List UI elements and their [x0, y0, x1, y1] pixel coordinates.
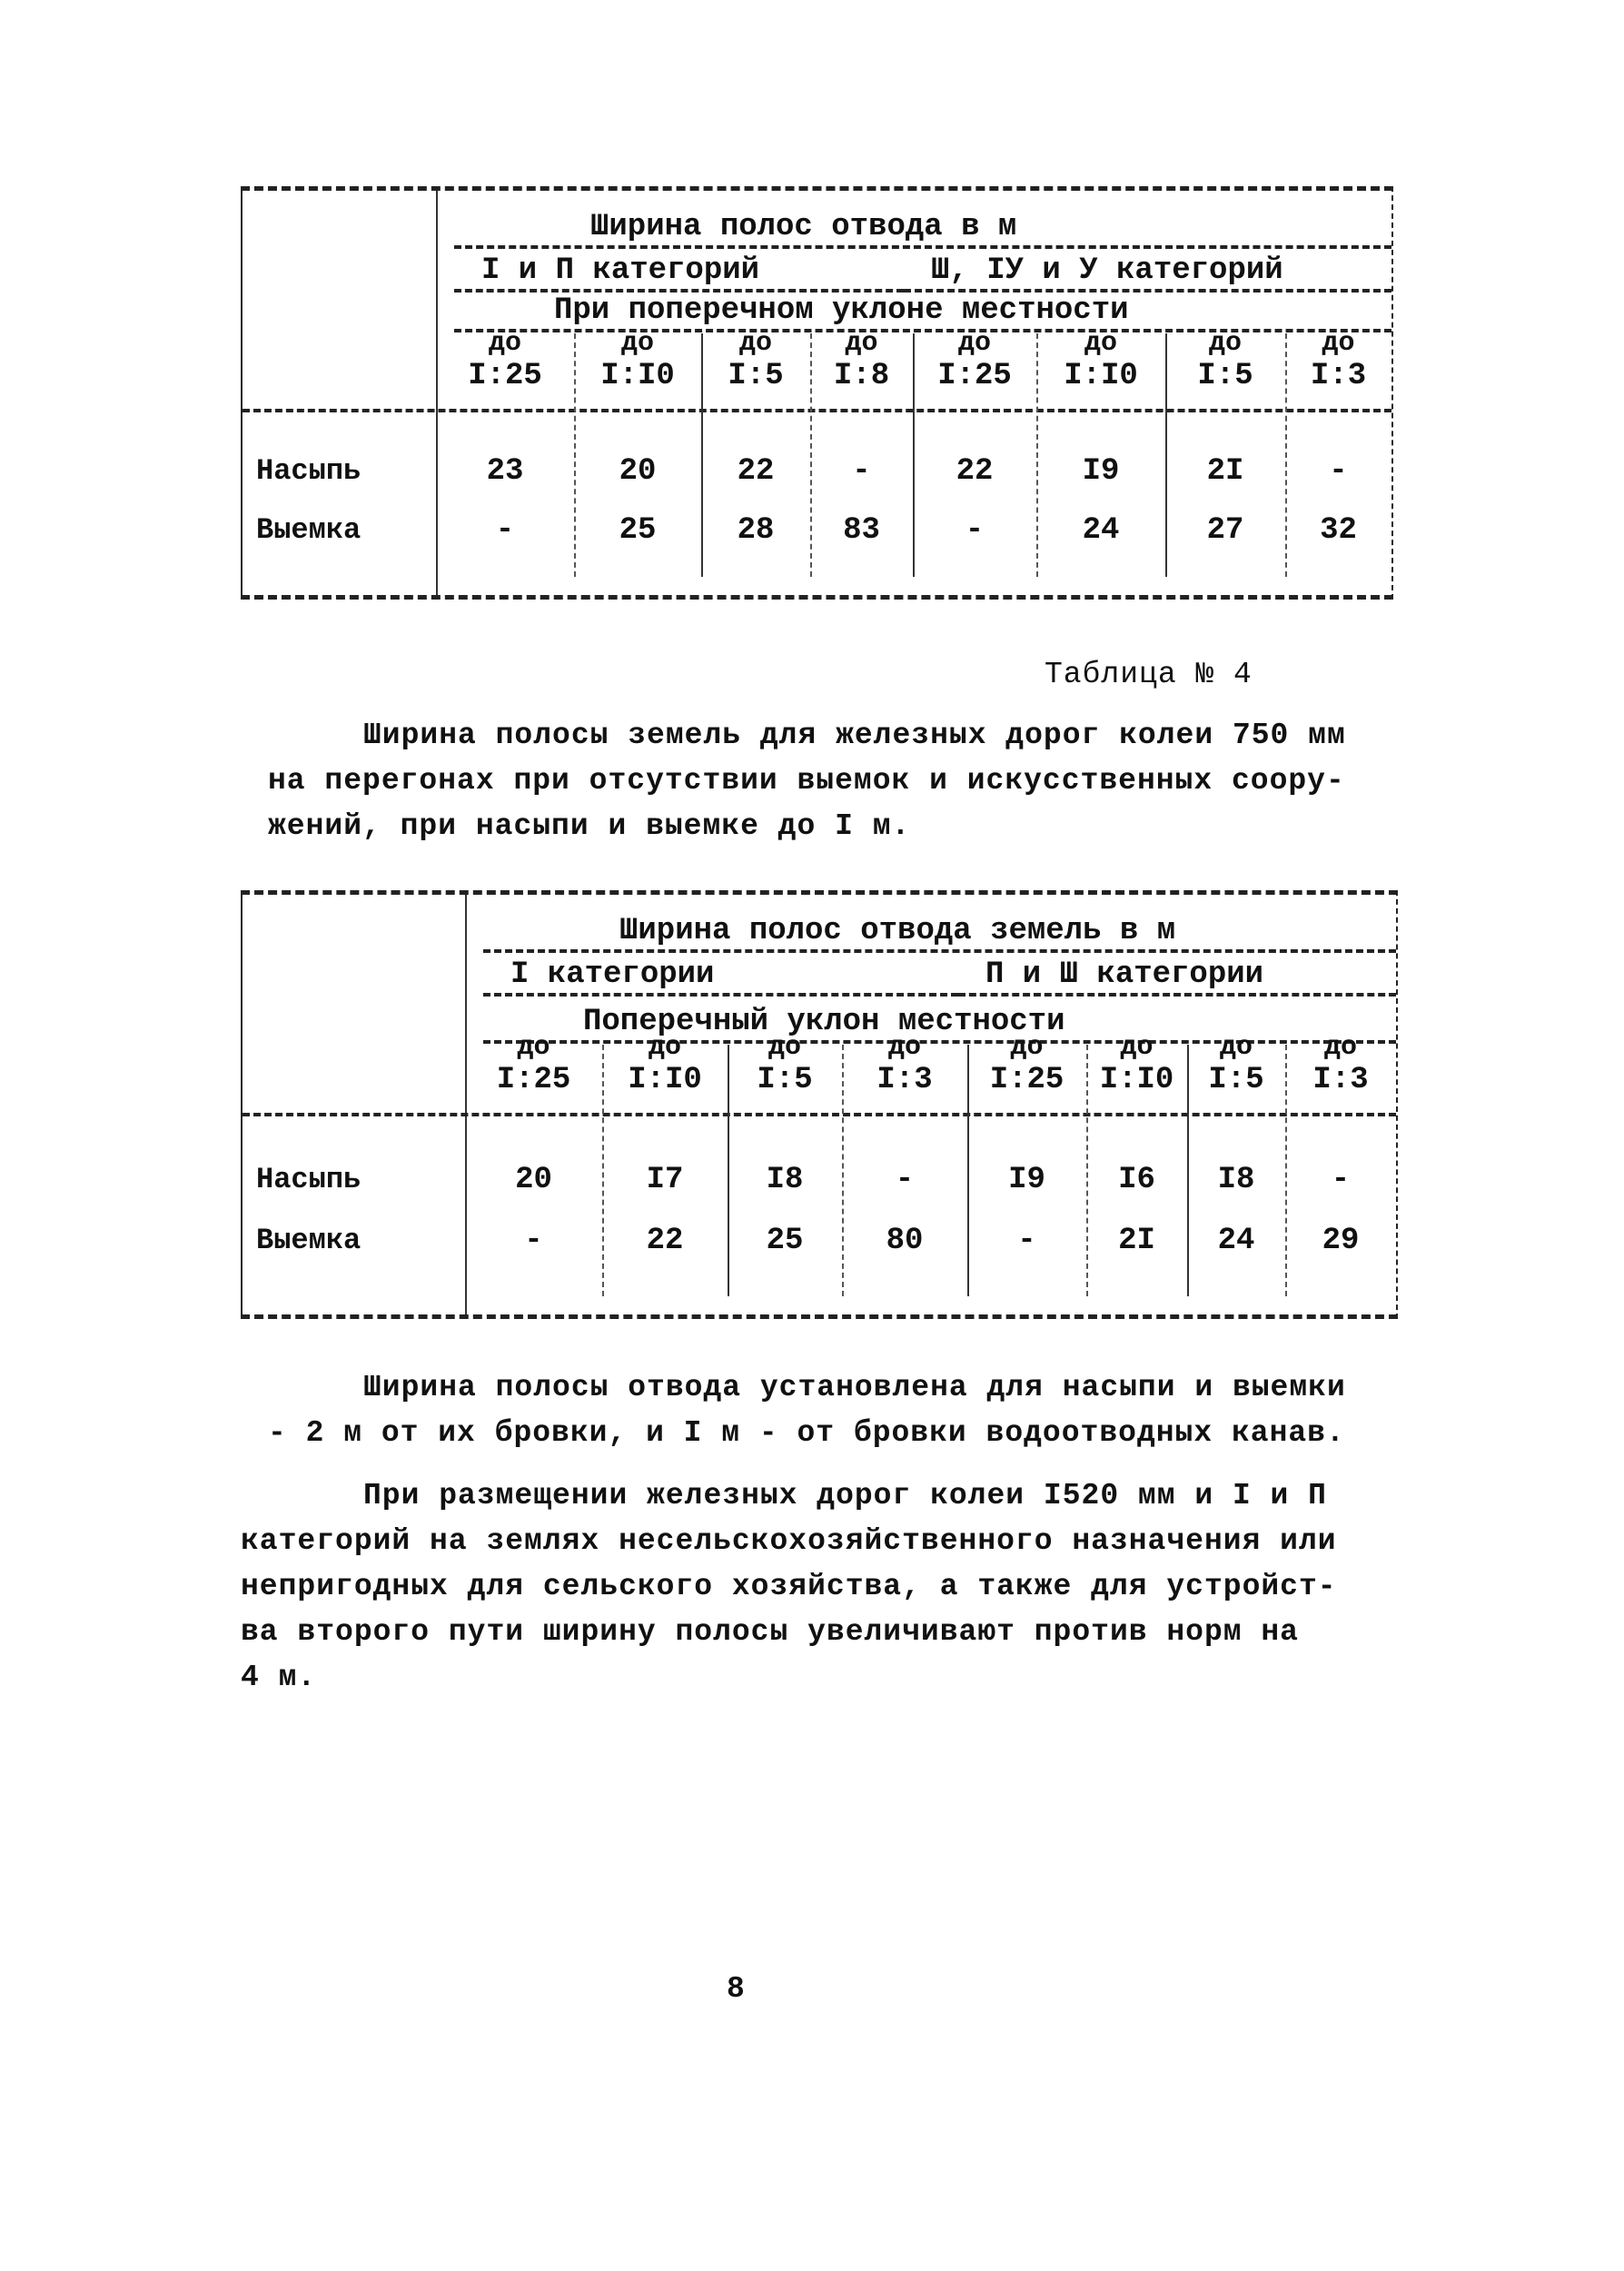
column-header-prefix: до — [1120, 1032, 1154, 1063]
column-header — [701, 327, 810, 392]
table-cell: 27 — [1206, 513, 1244, 548]
column-header — [1285, 1031, 1396, 1096]
table-cell: 22 — [737, 454, 775, 489]
table-cell: 22 — [956, 454, 994, 489]
table-cell: 20 — [515, 1163, 552, 1197]
table-cell: 32 — [1320, 513, 1357, 548]
column-header — [1285, 327, 1391, 392]
column-header-prefix: до — [1084, 328, 1117, 359]
column-header-ratio: I:25 — [937, 359, 1012, 393]
column-header-ratio: I:5 — [757, 1063, 813, 1097]
column-header-ratio: I:I0 — [628, 1063, 702, 1097]
header-main: Ширина полос отвода в м — [454, 209, 1391, 249]
column-header-ratio: I:5 — [1197, 359, 1253, 393]
column-header-prefix: до — [767, 1032, 801, 1063]
row-label: Насыпь — [256, 454, 361, 488]
table-cell: 2I — [1206, 454, 1244, 489]
column-header-ratio: I:25 — [989, 1063, 1065, 1097]
table-cell: 80 — [886, 1224, 924, 1258]
header-group-right: П и Ш категории — [958, 957, 1396, 997]
table-cell: I7 — [646, 1163, 684, 1197]
table-cell: - — [495, 513, 515, 548]
table-cell: 83 — [843, 513, 880, 548]
column-header — [436, 327, 574, 392]
table-cell: 23 — [486, 454, 524, 489]
table-1 — [241, 186, 1393, 600]
table-cell: 24 — [1082, 513, 1120, 548]
column-header-ratio: I:8 — [833, 359, 890, 393]
header-group-right: Ш, IУ и У категорий — [904, 253, 1391, 293]
table-cell: - — [1329, 454, 1348, 489]
column-header — [913, 327, 1036, 392]
column-header — [465, 1031, 602, 1096]
table-cell: 2I — [1118, 1224, 1155, 1258]
column-header — [728, 1031, 842, 1096]
table-cell: I9 — [1008, 1163, 1045, 1197]
row-label: Выемка — [256, 513, 361, 547]
column-header-ratio: I:25 — [468, 359, 542, 393]
table-cell: I8 — [1217, 1163, 1255, 1197]
table-cell: 22 — [646, 1224, 684, 1258]
header-separator — [243, 409, 1391, 412]
header-subheader: Поперечный уклон местности — [483, 1004, 1396, 1044]
column-header-prefix: до — [1322, 328, 1355, 359]
column-header — [1086, 1031, 1187, 1096]
column-header — [602, 1031, 728, 1096]
table-cell: - — [1017, 1224, 1036, 1258]
column-header-ratio: I:25 — [496, 1063, 571, 1097]
column-header-ratio: I:5 — [1208, 1063, 1264, 1097]
header-group-left: I категории — [483, 957, 958, 997]
column-header-prefix: до — [648, 1032, 681, 1063]
column-header-prefix: до — [620, 328, 654, 359]
column-header-prefix: до — [488, 328, 521, 359]
table-2 — [241, 890, 1398, 1319]
column-header-ratio: I:I0 — [600, 359, 675, 393]
column-header-ratio: I:3 — [1310, 359, 1367, 393]
column-header-prefix: до — [845, 328, 878, 359]
column-header-ratio: I:3 — [876, 1063, 933, 1097]
table-cell: - — [524, 1224, 543, 1258]
column-header-prefix: до — [1323, 1032, 1357, 1063]
table-cell: I9 — [1082, 454, 1120, 489]
column-header-prefix: до — [517, 1032, 550, 1063]
column-header-prefix: до — [1010, 1032, 1044, 1063]
table-cell: 29 — [1322, 1224, 1360, 1258]
table-cell: - — [1331, 1163, 1351, 1197]
column-header — [967, 1031, 1086, 1096]
table-cell: 25 — [619, 513, 657, 548]
column-header-prefix: до — [957, 328, 991, 359]
table-cell: - — [895, 1163, 915, 1197]
header-group-left: I и П категорий — [454, 253, 904, 293]
table-cell: - — [965, 513, 985, 548]
column-header-prefix: до — [1208, 328, 1242, 359]
column-header-prefix: до — [887, 1032, 921, 1063]
column-header-ratio: I:I0 — [1099, 1063, 1174, 1097]
column-header — [1036, 327, 1165, 392]
page-number: 8 — [727, 1972, 746, 2006]
row-label: Насыпь — [256, 1163, 361, 1196]
column-header-prefix: до — [738, 328, 772, 359]
table-cell: I8 — [766, 1163, 804, 1197]
table-cell: 24 — [1217, 1224, 1255, 1258]
table-cell: 20 — [619, 454, 657, 489]
column-header — [1187, 1031, 1285, 1096]
header-main: Ширина полос отвода земель в м — [483, 913, 1396, 953]
table-cell: I6 — [1118, 1163, 1155, 1197]
header-subheader: При поперечном уклоне местности — [454, 293, 1391, 332]
row-label: Выемка — [256, 1224, 361, 1257]
column-header — [1165, 327, 1285, 392]
column-header-ratio: I:5 — [728, 359, 784, 393]
column-header — [842, 1031, 967, 1096]
column-header — [574, 327, 701, 392]
table-cell: 25 — [766, 1224, 804, 1258]
column-header-prefix: до — [1219, 1032, 1253, 1063]
table-cell: - — [852, 454, 871, 489]
column-header — [810, 327, 913, 392]
column-header-ratio: I:I0 — [1064, 359, 1138, 393]
table-cell: 28 — [737, 513, 775, 548]
table-title: Таблица № 4 — [1045, 658, 1253, 691]
column-header-ratio: I:3 — [1312, 1063, 1369, 1097]
header-separator — [243, 1113, 1396, 1116]
